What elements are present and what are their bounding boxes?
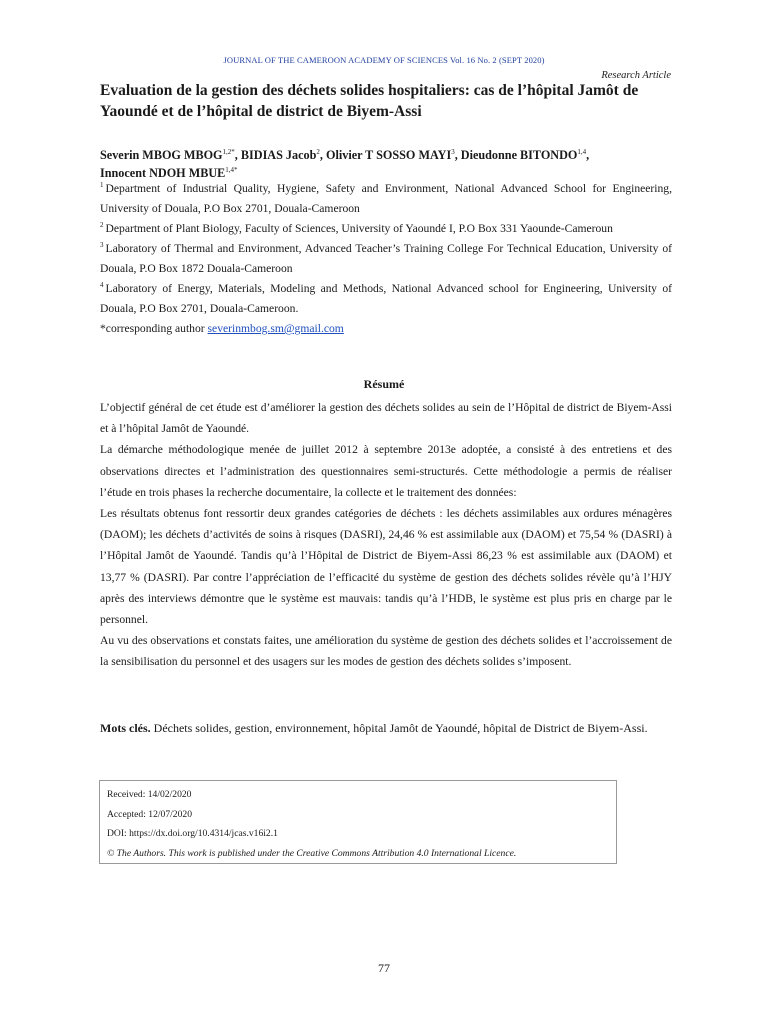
received-date: Received: 14/02/2020 <box>107 789 192 800</box>
corresponding-author: *corresponding author severinmbog.sm@gmail.com <box>100 322 344 335</box>
article-info-box <box>99 780 617 864</box>
keywords <box>100 718 672 739</box>
affiliation-item: $^4$ Laboratory of Energy, Materials, Modeling and Methods, National Advanced school for Engineering, University of Douala, P.O Box 2701, Douala-Cameroon. <box>100 281 672 315</box>
affiliation-list <box>100 179 672 339</box>
journal-header: JOURNAL OF THE CAMEROON ACADEMY OF SCIENCES Vol. 16 No. 2 (SEPT 2020) <box>223 55 545 65</box>
author-name: Dieudonne BITONDO <box>460 148 578 162</box>
author-affiliation-mark: 3 <box>451 147 455 156</box>
doi-link[interactable]: DOI: https://dx.doi.org/10.4314/jcas.v16i2.1 <box>107 828 278 839</box>
page-number: 77 <box>378 961 390 975</box>
author-affiliation-mark: 1,4* <box>225 165 238 174</box>
abstract-paragraph: Les résultats obtenus font ressortir deux grandes catégories de déchets : les déchets assimilables aux ordures ménagères (DAOM); les déchets d’activités de soins à risques (DASRI), 24,46 % est assimilable aux (DAOM) et 75,54 % (DASRI) à l’Hôpital Jamôt de Yaoundé. Tandis qu’à l’Hôpital de District de Biyem-Assi 86,23 % est assimilable aux (DAOM) et 13,77 % (DASRI). Par contre l’appréciation de l’efficacité du système de gestion des déchets solides révèle qu’à l’HJY après des interviews démontre que le système est mauvais: tandis qu’à l’HDB, le système est plus pris en charge par le personnel. <box>100 507 672 627</box>
affiliation-item: $^2$ Department of Plant Biology, Faculty of Sciences, University of Yaoundé I, P.O Box 331 Yaounde-Cameroun <box>100 221 613 235</box>
author-name: Innocent NDOH MBUE <box>100 166 226 180</box>
article-type-label: Research Article <box>601 70 671 81</box>
abstract-heading: Résumé <box>363 377 405 391</box>
article-title: Evaluation de la gestion des déchets solides hospitaliers: cas de l’hôpital Jamôt de Yaoundé et de l’hôpital de district de Biyem-Assi <box>100 82 639 120</box>
author-affiliation-mark: 1,2* <box>222 147 235 156</box>
keywords-text: Déchets solides, gestion, environnement, hôpital Jamôt de Yaoundé, hôpital de District de Biyem-Assi. <box>150 721 648 735</box>
author-list: Severin MBOG $MBOG^{1,2*}$, BIDIAS Jacob$^2$, Olivier T SOSSO MAYI$^3$, Dieudonne BITONDO$^{1,4}$, Innocent NDOH $MBUE^{1,4*}$ <box>100 147 590 180</box>
author-name: BIDIAS Jacob <box>240 148 317 162</box>
accepted-date: Accepted: 12/07/2020 <box>107 808 192 820</box>
affiliation-item: $^3$ Laboratory of Thermal and Environment, Advanced Teacher’s Training College For Technical Education, University of Douala, P.O Box 1872 Douala-Cameroon <box>100 241 672 275</box>
keywords-label: Mots clés. <box>100 721 151 735</box>
abstract-paragraph: La démarche méthodologique menée de juillet 2012 à septembre 2013e adoptée, a consisté à des entretiens et des observations directes et l’administration des questionnaires semi-structurés. Cette méthodologie a permis de réaliser l’étude en trois phases la recherche documentaire, la collecte et le traitement des données: <box>100 443 672 499</box>
author-affiliation-mark: 1,4 <box>577 147 587 156</box>
abstract-paragraph: L’objectif général de cet étude est d’améliorer la gestion des déchets solides au sein de l’Hôpital de district de Biyem-Assi et à l’hôpital Jamôt de Yaoundé. <box>100 401 672 436</box>
abstract-body <box>100 397 672 673</box>
author-affiliation-mark: 2 <box>316 147 320 156</box>
license-statement: © The Authors. This work is published under the Creative Commons Attribution 4.0 International Licence. <box>107 847 517 859</box>
corresponding-email-link[interactable]: severinmbog.sm@gmail.com <box>207 322 344 335</box>
author-name: Severin MBOG MBOG <box>100 148 223 162</box>
abstract-paragraph: Au vu des observations et constats faites, une amélioration du système de gestion des déchets solides et l’accroissement de la sensibilisation du personnel et des usagers sur les modes de gestion des déchets solides s’imposent. <box>100 634 672 669</box>
author-name: Olivier T SOSSO MAYI <box>326 148 452 162</box>
affiliation-item: $^1$ Department of Industrial Quality, Hygiene, Safety and Environment, National Advanced School for Engineering, University of Douala, P.O Box 2701, Douala-Cameroon <box>100 181 672 215</box>
